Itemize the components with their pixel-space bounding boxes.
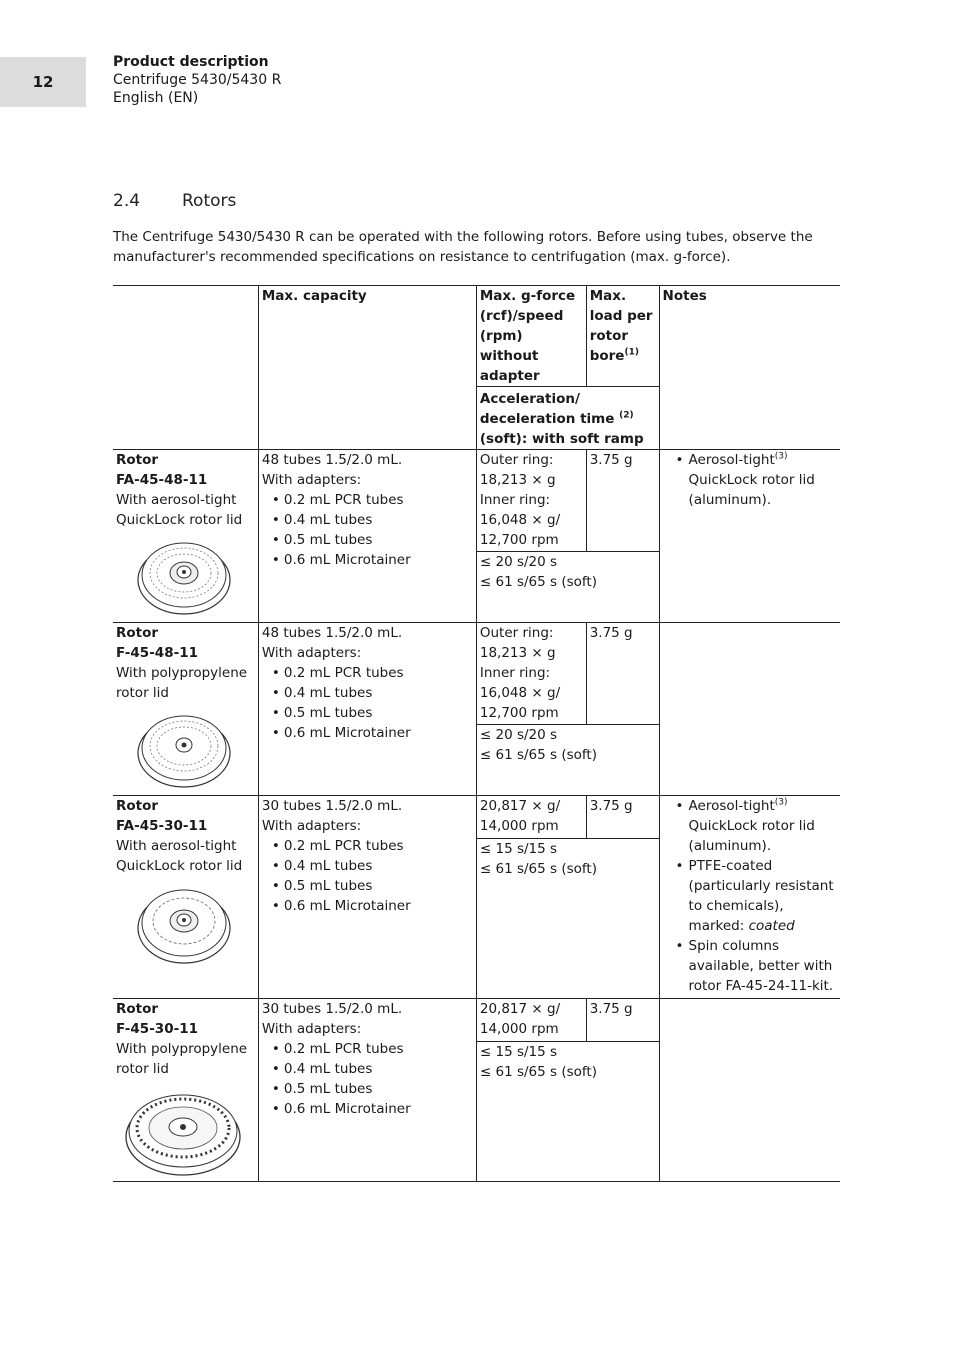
capacity-main: 48 tubes 1.5/2.0 mL. bbox=[261, 452, 403, 468]
capacity-main: 48 tubes 1.5/2.0 mL. bbox=[261, 625, 403, 641]
capacity-sub: With adapters: bbox=[261, 645, 362, 661]
capacity-sub: With adapters: bbox=[261, 1021, 362, 1037]
accel-cell bbox=[476, 552, 659, 623]
gforce-line: Inner ring: bbox=[479, 492, 551, 508]
header-product: Centrifuge 5430/5430 R bbox=[113, 72, 282, 88]
header-load-text: Max. load per rotor bore bbox=[589, 288, 653, 364]
load-cell: 3.75 g bbox=[586, 999, 659, 1042]
header-notes: Notes bbox=[659, 286, 840, 450]
list-item bbox=[675, 856, 837, 936]
header-accel-text: Acceleration/ deceleration time bbox=[479, 391, 615, 427]
header-title: Product description bbox=[113, 54, 269, 70]
list-item: • 0.4 mL tubes bbox=[262, 856, 473, 876]
note-footnote: (3) bbox=[774, 797, 788, 808]
notes-cell bbox=[659, 999, 840, 1182]
list-item: • 0.4 mL tubes bbox=[262, 1059, 473, 1079]
gforce-line: Outer ring: bbox=[479, 625, 554, 641]
table-row bbox=[113, 450, 840, 552]
list-item: • 0.6 mL Microtainer bbox=[262, 550, 473, 570]
load-cell: 3.75 g bbox=[586, 796, 659, 839]
rotor-name: FA-45-48-11 bbox=[116, 472, 208, 488]
load-cell: 3.75 g bbox=[586, 623, 659, 725]
list-item: • Spin columns available, better with rotor FA-45-24-11-kit. bbox=[675, 936, 837, 996]
header-empty-cell bbox=[113, 286, 258, 450]
rotor-label: Rotor bbox=[116, 452, 159, 468]
table-header-row bbox=[113, 286, 840, 387]
note-text: QuickLock rotor lid (aluminum). bbox=[688, 818, 815, 854]
gforce-line: 12,700 rpm bbox=[479, 532, 559, 548]
rotor-label: Rotor bbox=[116, 798, 159, 814]
rotors-table bbox=[113, 285, 840, 1182]
adapter-list bbox=[262, 836, 473, 916]
gforce-line: Outer ring: bbox=[479, 452, 554, 468]
accel-line: ≤ 15 s/15 s bbox=[479, 1044, 558, 1060]
header-accel-footnote: (2) bbox=[619, 410, 634, 421]
rotor-image bbox=[136, 536, 232, 616]
header-accel-tail: (soft): with soft ramp bbox=[479, 431, 644, 447]
list-item: • 0.5 mL tubes bbox=[262, 876, 473, 896]
accel-line: ≤ 61 s/65 s (soft) bbox=[479, 574, 597, 590]
notes-cell bbox=[659, 796, 840, 999]
accel-line: ≤ 15 s/15 s bbox=[479, 841, 558, 857]
gforce-line: 18,213 × g bbox=[479, 645, 556, 661]
capacity-cell bbox=[258, 623, 476, 796]
list-item: • 0.5 mL tubes bbox=[262, 703, 473, 723]
accel-line: ≤ 61 s/65 s (soft) bbox=[479, 747, 597, 763]
list-item bbox=[675, 796, 837, 856]
rotor-image bbox=[124, 1085, 242, 1177]
header-capacity: Max. capacity bbox=[258, 286, 476, 450]
rotor-cell bbox=[113, 796, 258, 999]
page-number: 12 bbox=[0, 57, 86, 107]
header-accel bbox=[476, 387, 659, 450]
list-item: • 0.4 mL tubes bbox=[262, 510, 473, 530]
list-item: • 0.5 mL tubes bbox=[262, 530, 473, 550]
capacity-main: 30 tubes 1.5/2.0 mL. bbox=[261, 1001, 403, 1017]
note-text: QuickLock rotor lid (aluminum). bbox=[688, 472, 815, 508]
list-item: • 0.2 mL PCR tubes bbox=[262, 1039, 473, 1059]
rotor-image bbox=[136, 882, 232, 966]
gforce-cell bbox=[476, 450, 586, 552]
gforce-line: 20,817 × g/ bbox=[479, 1001, 561, 1017]
notes-list bbox=[663, 796, 837, 996]
list-item: • 0.2 mL PCR tubes bbox=[262, 663, 473, 683]
rotor-image bbox=[136, 709, 232, 789]
accel-line: ≤ 61 s/65 s (soft) bbox=[479, 1064, 597, 1080]
accel-cell bbox=[476, 839, 659, 999]
note-emphasis: coated bbox=[748, 918, 795, 934]
gforce-cell bbox=[476, 623, 586, 725]
note-text: PTFE-coated (particularly resistant to chemicals), marked: bbox=[688, 858, 834, 934]
rotor-description: With polypropylene rotor lid bbox=[116, 1041, 248, 1077]
rotor-label: Rotor bbox=[116, 1001, 159, 1017]
accel-line: ≤ 61 s/65 s (soft) bbox=[479, 861, 597, 877]
header-load-footnote: (1) bbox=[624, 347, 639, 358]
list-item: • 0.6 mL Microtainer bbox=[262, 896, 473, 916]
intro-paragraph: The Centrifuge 5430/5430 R can be operated with the following rotors. Before using tubes, observe the manufacturer's recommended specifications on resistance to centrifugation (max. g-force). bbox=[113, 229, 813, 265]
adapter-list bbox=[262, 1039, 473, 1119]
list-item: • 0.4 mL tubes bbox=[262, 683, 473, 703]
capacity-cell bbox=[258, 999, 476, 1182]
list-item bbox=[675, 450, 837, 510]
header-language: English (EN) bbox=[113, 90, 199, 106]
accel-cell bbox=[476, 725, 659, 796]
note-footnote: (3) bbox=[774, 451, 788, 462]
rotor-label: Rotor bbox=[116, 625, 159, 641]
gforce-line: 20,817 × g/ bbox=[479, 798, 561, 814]
adapter-list bbox=[262, 490, 473, 570]
table-row bbox=[113, 796, 840, 839]
notes-cell bbox=[659, 450, 840, 623]
accel-cell bbox=[476, 1042, 659, 1182]
capacity-main: 30 tubes 1.5/2.0 mL. bbox=[261, 798, 403, 814]
capacity-sub: With adapters: bbox=[261, 818, 362, 834]
running-header bbox=[113, 53, 281, 107]
rotor-name: F-45-30-11 bbox=[116, 1021, 198, 1037]
list-item: • 0.2 mL PCR tubes bbox=[262, 836, 473, 856]
header-load bbox=[586, 286, 659, 387]
rotor-cell bbox=[113, 623, 258, 796]
list-item: • 0.2 mL PCR tubes bbox=[262, 490, 473, 510]
note-text: Aerosol-tight bbox=[688, 452, 775, 468]
capacity-cell bbox=[258, 796, 476, 999]
adapter-list bbox=[262, 663, 473, 743]
notes-cell bbox=[659, 623, 840, 796]
gforce-line: 16,048 × g/ bbox=[479, 512, 561, 528]
gforce-line: 12,700 rpm bbox=[479, 705, 559, 721]
capacity-cell bbox=[258, 450, 476, 623]
accel-line: ≤ 20 s/20 s bbox=[479, 727, 558, 743]
capacity-sub: With adapters: bbox=[261, 472, 362, 488]
notes-list bbox=[663, 450, 837, 510]
gforce-cell bbox=[476, 999, 586, 1042]
accel-line: ≤ 20 s/20 s bbox=[479, 554, 558, 570]
gforce-line: 18,213 × g bbox=[479, 472, 556, 488]
rotor-description: With aerosol-tight QuickLock rotor lid bbox=[116, 838, 243, 874]
rotor-name: FA-45-30-11 bbox=[116, 818, 208, 834]
section-number: 2.4 bbox=[113, 191, 141, 211]
note-text: Aerosol-tight bbox=[688, 798, 775, 814]
rotor-cell bbox=[113, 999, 258, 1182]
header-gforce: Max. g-force (rcf)/speed (rpm) without adapter bbox=[476, 286, 586, 387]
rotor-description: With polypropylene rotor lid bbox=[116, 665, 248, 701]
rotor-name: F-45-48-11 bbox=[116, 645, 198, 661]
table-row bbox=[113, 623, 840, 725]
section-heading bbox=[113, 190, 236, 212]
table-row bbox=[113, 999, 840, 1042]
list-item: • 0.5 mL tubes bbox=[262, 1079, 473, 1099]
list-item: • 0.6 mL Microtainer bbox=[262, 723, 473, 743]
gforce-line: 16,048 × g/ bbox=[479, 685, 561, 701]
gforce-line: 14,000 rpm bbox=[479, 818, 559, 834]
rotor-cell bbox=[113, 450, 258, 623]
rotor-description: With aerosol-tight QuickLock rotor lid bbox=[116, 492, 243, 528]
section-title: Rotors bbox=[182, 191, 237, 211]
list-item: • 0.6 mL Microtainer bbox=[262, 1099, 473, 1119]
load-cell: 3.75 g bbox=[586, 450, 659, 552]
gforce-line: 14,000 rpm bbox=[479, 1021, 559, 1037]
gforce-cell bbox=[476, 796, 586, 839]
gforce-line: Inner ring: bbox=[479, 665, 551, 681]
